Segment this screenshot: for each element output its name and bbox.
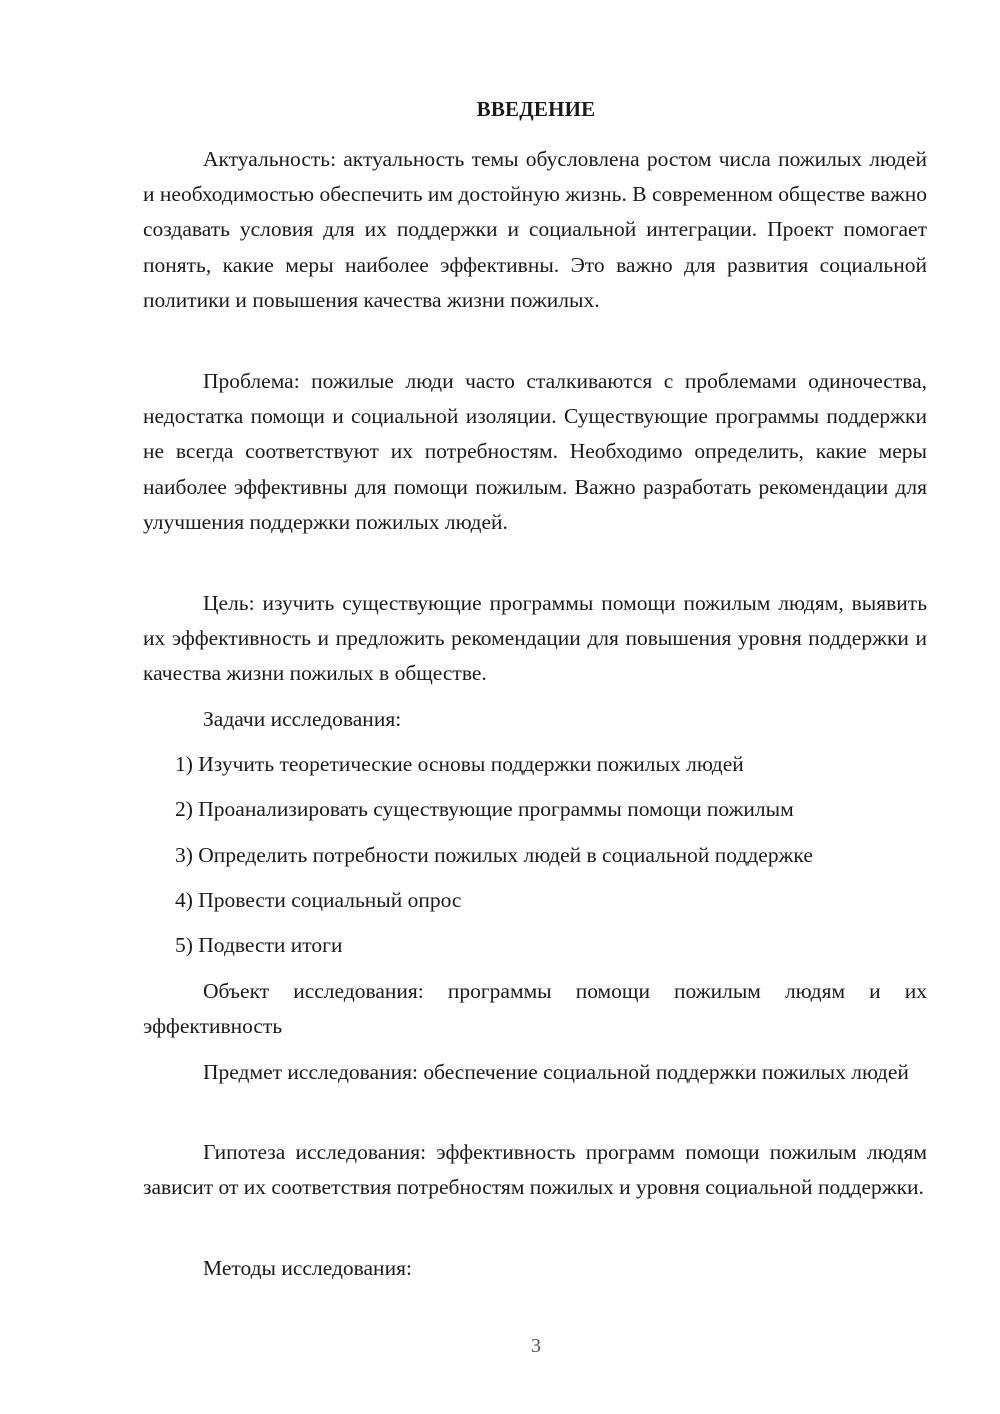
relevance-paragraph: Актуальность: актуальность темы обусловлена ростом числа пожилых людей и необходимостью обеспечить им достойную жизнь. В современном обществе важно создавать условия для их поддержки и социальной интеграции. Проект помогает понять, какие меры наиболее эффективны. Это важно для развития социальной политики и повышения качества жизни пожилых. xyxy=(143,147,927,312)
subject-paragraph: Предмет исследования: обеспечение социальной поддержки пожилых людей xyxy=(203,1060,909,1084)
object-paragraph: Объект исследования: программы помощи пожилым людям и их эффективность xyxy=(143,979,927,1039)
methods-heading: Методы исследования: xyxy=(203,1256,412,1280)
task-item-5: 5) Подвести итоги xyxy=(175,933,343,957)
page-number: 3 xyxy=(531,1335,541,1357)
tasks-heading: Задачи исследования: xyxy=(203,707,402,731)
hypothesis-paragraph: Гипотеза исследования: эффективность программ помощи пожилым людям зависит от их соответствия потребностям пожилых и уровня социальной поддержки. xyxy=(143,1140,927,1200)
task-item-3: 3) Определить потребности пожилых людей в социальной поддержке xyxy=(175,843,813,867)
task-item-1: 1) Изучить теоретические основы поддержки пожилых людей xyxy=(175,752,744,776)
goal-paragraph: Цель: изучить существующие программы помощи пожилым людям, выявить их эффективность и предложить рекомендации для повышения уровня поддержки и качества жизни пожилых в обществе. xyxy=(143,591,927,686)
task-item-4: 4) Провести социальный опрос xyxy=(175,888,462,912)
problem-paragraph: Проблема: пожилые люди часто сталкиваются с проблемами одиночества, недостатка помощи и социальной изоляции. Существующие программы поддержки не всегда соответствуют их потребностям. Необходимо определить, какие меры наиболее эффективны для помощи пожилым. Важно разработать рекомендации для улучшения поддержки пожилых людей. xyxy=(143,369,927,534)
task-item-2: 2) Проанализировать существующие программы помощи пожилым xyxy=(175,797,794,821)
section-heading: ВВЕДЕНИЕ xyxy=(476,97,596,121)
